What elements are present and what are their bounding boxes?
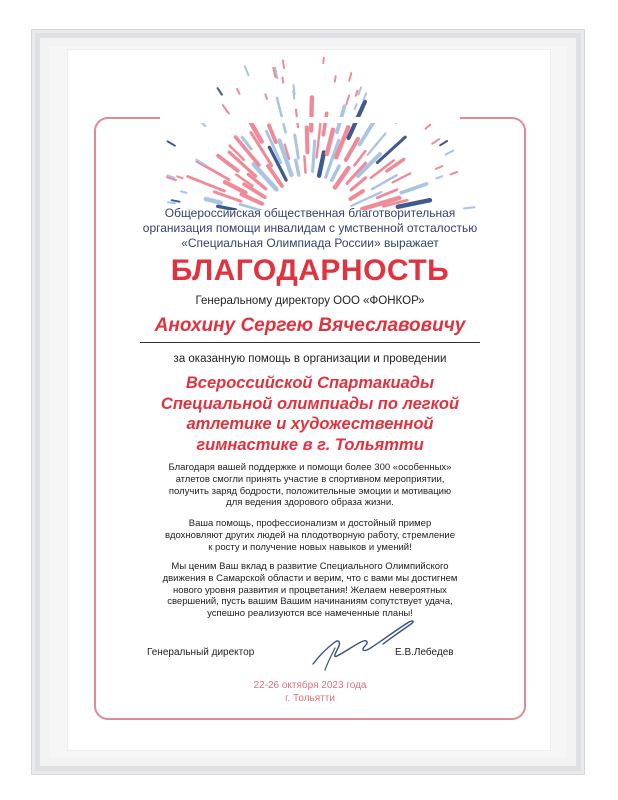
burst-spark bbox=[218, 88, 222, 95]
paragraph-line: свершений, пусть вашим Вашим начинаниям сопутствует удача, bbox=[167, 596, 453, 608]
paragraph-line: к росту и получение новых навыков и умений! bbox=[208, 541, 412, 553]
organization-text bbox=[100, 206, 520, 251]
burst-spark bbox=[265, 94, 267, 99]
burst-spark bbox=[294, 85, 295, 95]
burst-spark bbox=[237, 89, 240, 94]
burst-spark bbox=[349, 73, 351, 81]
org-line: организация помощи инвалидам с умственной отсталостью bbox=[142, 221, 478, 235]
reason-text: за оказанную помощь в организации и проведении bbox=[173, 353, 447, 365]
paragraph-line: нового уровня развития и процветания! Желаем невероятных bbox=[173, 584, 447, 596]
recipient-position: Генеральному директору ООО «ФОНКОР» bbox=[195, 295, 425, 307]
paragraph-support bbox=[100, 462, 520, 509]
recipient-name: Анохину Сергею Вячеславовичу bbox=[154, 315, 466, 336]
handwritten-signature bbox=[305, 612, 425, 672]
certificate-title: БЛАГОДАРНОСТЬ bbox=[170, 254, 450, 287]
burst-spark bbox=[364, 93, 367, 99]
burst-spark bbox=[356, 91, 358, 96]
paragraph-line: для ведения здорового образа жизни. bbox=[226, 497, 394, 509]
burst-spark bbox=[245, 66, 249, 75]
event-dates: 22-26 октября 2023 года bbox=[253, 680, 367, 691]
burst-spark bbox=[358, 87, 361, 94]
paragraph-line: получить заряд бодрости, положительные эмоции и мотивацию bbox=[168, 485, 452, 497]
burst-spark bbox=[282, 78, 283, 83]
paragraph-line: Ваша помощь, профессионализм и достойный пример bbox=[188, 518, 432, 529]
paragraph-line: движения в Самарской области и верим, что с вами мы достигнем bbox=[162, 572, 458, 584]
event-line: Специальной олимпиады по легкой bbox=[160, 394, 460, 413]
paragraph-line: успешно реализуются все намеченные планы! bbox=[207, 608, 413, 620]
paragraph-line: вдохновляют других людей на плодотворную работу, стремление bbox=[165, 529, 455, 541]
burst-spark bbox=[223, 105, 229, 114]
event-city: г. Тольятти bbox=[285, 693, 335, 704]
event-line: Всероссийской Спартакиады bbox=[185, 374, 435, 392]
org-line: Общероссийская общественная благотворительная bbox=[164, 206, 456, 220]
signatory-name: Е.В.Лебедев bbox=[395, 647, 454, 658]
paragraph-line: Мы ценим Ваш вклад в развитие Специального Олимпийского bbox=[171, 561, 449, 572]
paragraph-line: атлетов смогли принять участие в спортивном мероприятии, bbox=[175, 473, 445, 485]
name-underline bbox=[140, 342, 480, 343]
event-line: гимнастике в г. Тольятти bbox=[196, 435, 424, 454]
burst-spark bbox=[355, 104, 357, 109]
org-line: «Специальная Олимпиада России» выражает bbox=[181, 236, 439, 250]
signatory-title: Генеральный директор bbox=[147, 647, 255, 658]
border-gap bbox=[160, 117, 460, 123]
event-title bbox=[100, 373, 520, 455]
burst-spark bbox=[323, 58, 324, 64]
burst-spark bbox=[283, 61, 284, 69]
paragraph-line: Благодаря вашей поддержке и помощи более 300 «особенных» bbox=[168, 462, 452, 473]
paragraph-professionalism bbox=[100, 518, 520, 553]
event-line: атлетике и художественной bbox=[186, 415, 434, 433]
burst-spark bbox=[346, 96, 349, 105]
burst-spark bbox=[335, 76, 336, 82]
